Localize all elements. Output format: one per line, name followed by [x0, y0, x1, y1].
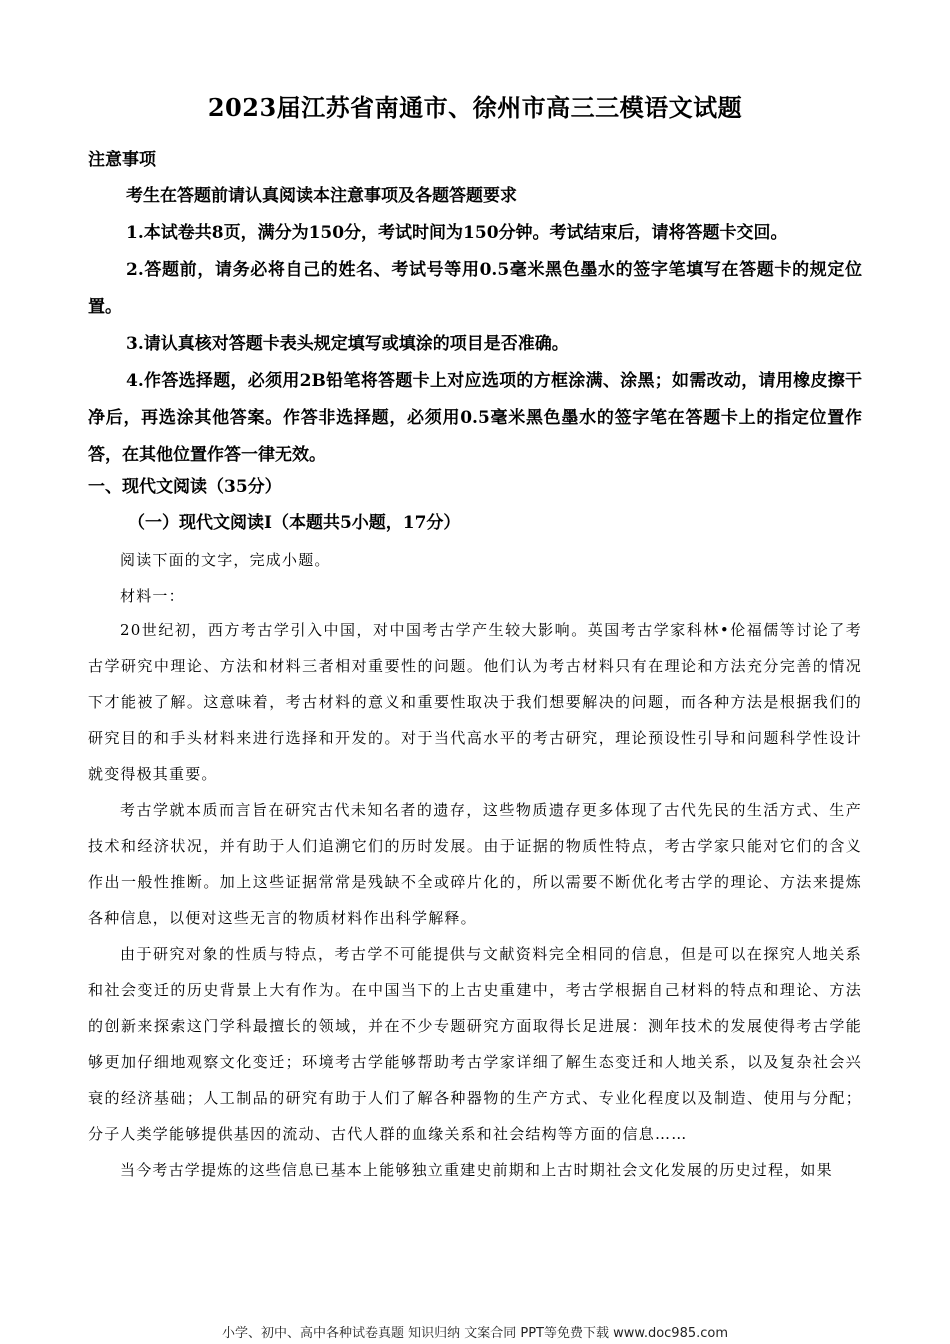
subsection-heading-reading-1: （一）现代文阅读Ⅰ（本题共5小题，17分） [128, 513, 461, 533]
notice-list [88, 178, 862, 474]
passage-paragraph: 当今考古学提炼的这些信息已基本上能够独立重建史前期和上古时期社会文化发展的历史过程，如果 [120, 1161, 833, 1179]
notice-item: 3.请认真核对答题卡表头规定填写或填涂的项目是否准确。 [126, 334, 569, 354]
notice-item: 1.本试卷共8页，满分为150分，考试时间为150分钟。考试结束后，请将答题卡交回。 [126, 223, 788, 243]
notice-intro: 考生在答题前请认真阅读本注意事项及各题答题要求 [126, 186, 517, 206]
passage-paragraph: 20世纪初，西方考古学引入中国，对中国考古学产生较大影响。英国考古学家科林•伦福儒等讨论了考古学研究中理论、方法和材料三者相对重要性的问题。他们认为考古材料只有在理论和方法充分完善的情况下才能被了解。这意味着，考古材料的意义和重要性取决于我们想要解决的问题，而各种方法是根据我们的研究目的和手头材料来进行选择和开发的。对于当代高水平的考古研究，理论预设性引导和问题科学性设计就变得极其重要。 [88, 621, 862, 783]
passage-paragraph: 由于研究对象的性质与特点，考古学不可能提供与文献资料完全相同的信息，但是可以在探究人地关系和社会变迁的历史背景上大有作为。在中国当下的上古史重建中，考古学根据自己材料的特点和理论、方法的创新来探索这门学科最擅长的领域，并在不少专题研究方面取得长足进展：测年技术的发展使得考古学能够更加仔细地观察文化变迁；环境考古学能够帮助考古学家详细了解生态变迁和人地关系，以及复杂社会兴衰的经济基础；人工制品的研究有助于人们了解各种器物的生产方式、专业化程度以及制造、使用与分配；分子人类学能够提供基因的流动、古代人群的血缘关系和社会结构等方面的信息…… [88, 945, 862, 1143]
passage-paragraph: 考古学就本质而言旨在研究古代未知名者的遗存，这些物质遗存更多体现了古代先民的生活方式、生产技术和经济状况，并有助于人们追溯它们的历时发展。由于证据的物质性特点，考古学家只能对它们的含义作出一般性推断。加上这些证据常常是残缺不全或碎片化的，所以需要不断优化考古学的理论、方法来提炼各种信息，以便对这些无言的物质材料作出科学解释。 [88, 801, 862, 927]
section-heading-modern-reading: 一、现代文阅读（35分） [88, 477, 282, 497]
notice-item: 2.答题前，请务必将自己的姓名、考试号等用0.5毫米黑色墨水的签字笔填写在答题卡的规定位置。 [88, 260, 862, 317]
material-label: 材料一： [120, 587, 185, 605]
reading-instruction: 阅读下面的文字，完成小题。 [120, 551, 331, 569]
page-footer: 小学、初中、高中各种试卷真题 知识归纳 文案合同 PPT等免费下载 www.doc985.com [221, 1326, 729, 1341]
notice-heading: 注意事项 [88, 150, 156, 170]
page-title: 2023届江苏省南通市、徐州市高三三模语文试题 [207, 93, 743, 122]
notice-item: 4.作答选择题，必须用2B铅笔将答题卡上对应选项的方框涂满、涂黑；如需改动，请用橡皮擦干净后，再选涂其他答案。作答非选择题，必须用0.5毫米黑色墨水的签字笔在答题卡上的指定位置作答，在其他位置作答一律无效。 [88, 371, 862, 465]
material-passage [88, 612, 862, 1188]
